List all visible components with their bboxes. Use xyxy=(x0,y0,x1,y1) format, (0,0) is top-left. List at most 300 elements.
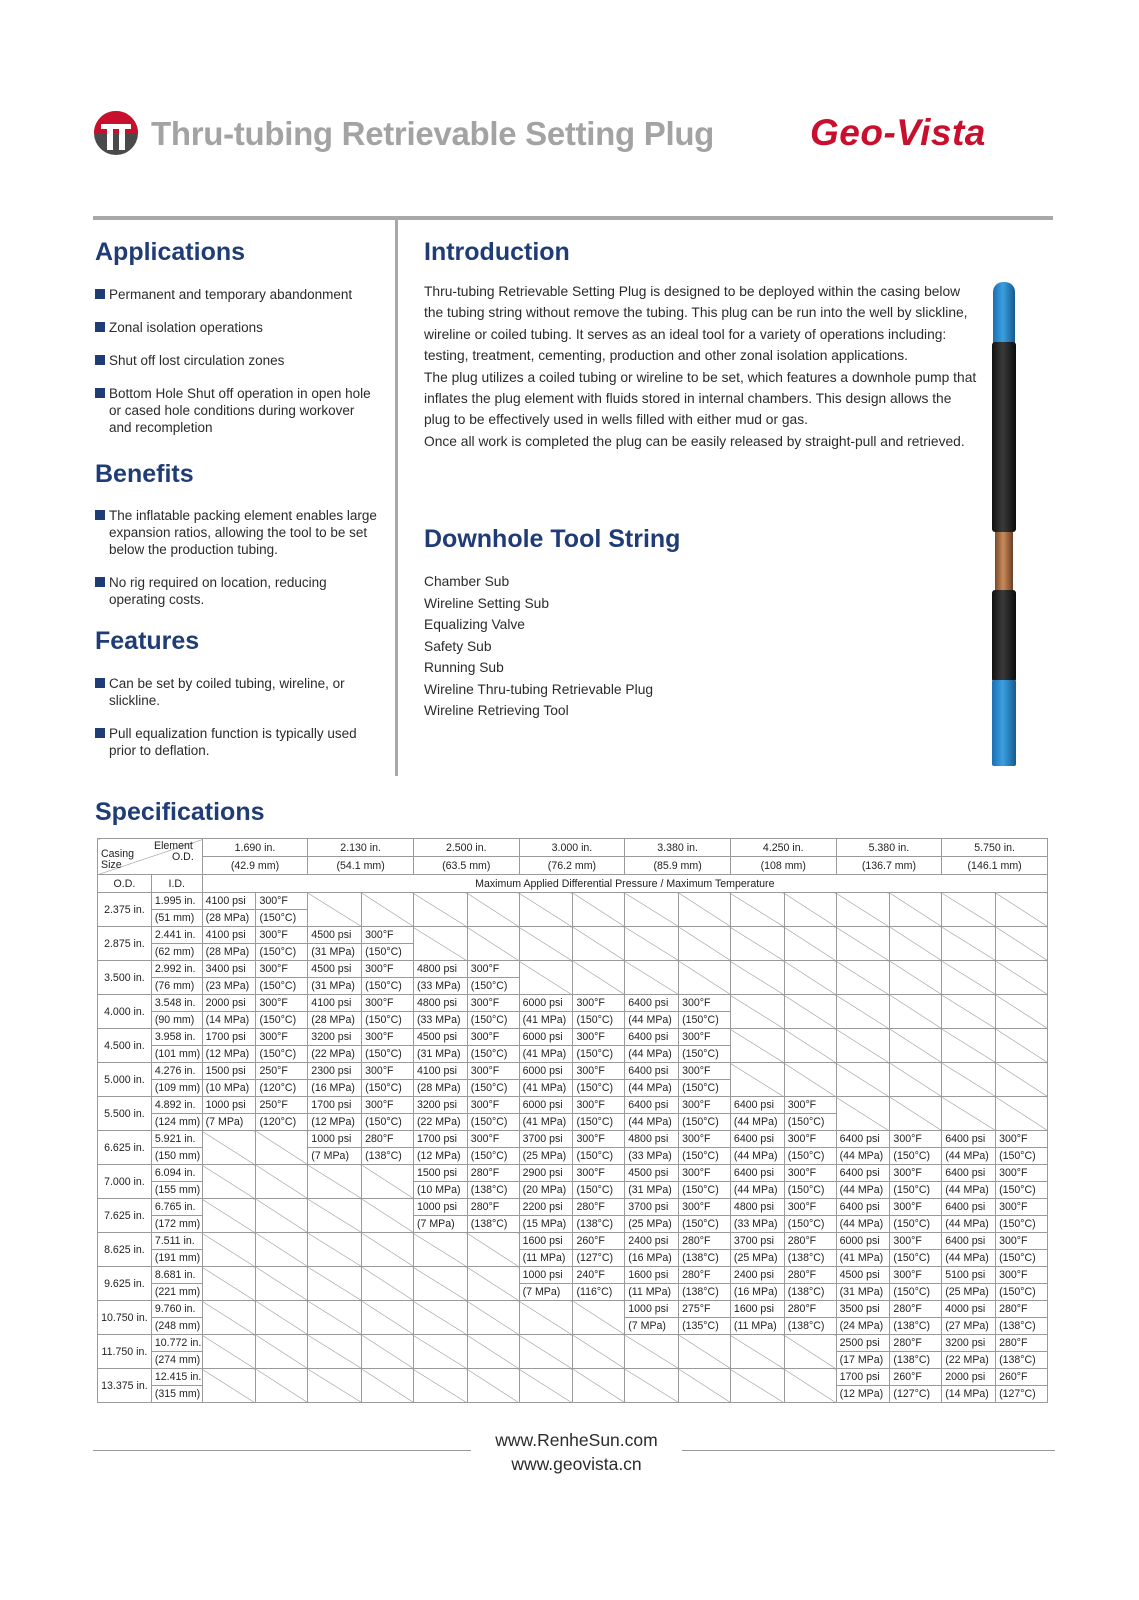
not-applicable-cell xyxy=(625,1335,679,1369)
not-applicable-cell xyxy=(996,893,1048,927)
not-applicable-cell xyxy=(256,1369,308,1403)
table-row xyxy=(98,927,1048,944)
pressure-mpa-cell: (33 MPa) xyxy=(730,1216,784,1233)
casing-od-cell: 7.000 in. xyxy=(98,1165,152,1199)
temperature-cell: 300°F xyxy=(573,1097,625,1114)
temperature-cell: 300°F xyxy=(996,1131,1048,1148)
not-applicable-cell xyxy=(308,1369,362,1403)
table-row xyxy=(98,995,1048,1012)
not-applicable-cell xyxy=(942,893,996,927)
pressure-cell: 6400 psi xyxy=(625,1029,679,1046)
features-heading: Features xyxy=(95,627,200,655)
pressure-mpa-cell: (7 MPa) xyxy=(308,1148,362,1165)
casing-od-cell: 4.500 in. xyxy=(98,1029,152,1063)
pressure-mpa-cell: (7 MPa) xyxy=(519,1284,573,1301)
casing-id-cell: 4.276 in. xyxy=(151,1063,202,1080)
pressure-mpa-cell: (44 MPa) xyxy=(625,1012,679,1029)
table-row xyxy=(98,893,1048,910)
pressure-cell: 1700 psi xyxy=(308,1097,362,1114)
not-applicable-cell xyxy=(890,893,942,927)
pressure-mpa-cell: (44 MPa) xyxy=(836,1182,890,1199)
temperature-cell: 300°F xyxy=(256,995,308,1012)
pressure-mpa-cell: (31 MPa) xyxy=(625,1182,679,1199)
element-size-mm-header: (136.7 mm) xyxy=(836,857,942,875)
not-applicable-cell xyxy=(413,1335,467,1369)
temperature-c-cell: (150°C) xyxy=(573,1080,625,1097)
pressure-cell: 4500 psi xyxy=(836,1267,890,1284)
pressure-cell: 6400 psi xyxy=(625,1063,679,1080)
not-applicable-cell xyxy=(730,995,784,1029)
temperature-c-cell: (150°C) xyxy=(256,1046,308,1063)
temperature-cell: 300°F xyxy=(573,1029,625,1046)
temperature-c-cell: (150°C) xyxy=(679,1080,731,1097)
temperature-c-cell: (150°C) xyxy=(784,1148,836,1165)
pressure-mpa-cell: (12 MPa) xyxy=(413,1148,467,1165)
not-applicable-cell xyxy=(573,1301,625,1335)
casing-id-mm-cell: (109 mm) xyxy=(151,1080,202,1097)
temperature-c-cell: (150°C) xyxy=(679,1114,731,1131)
temperature-cell: 280°F xyxy=(890,1335,942,1352)
casing-od-cell: 11.750 in. xyxy=(98,1335,152,1369)
pressure-cell: 6000 psi xyxy=(519,995,573,1012)
casing-id-mm-cell: (155 mm) xyxy=(151,1182,202,1199)
not-applicable-cell xyxy=(202,1335,256,1369)
not-applicable-cell xyxy=(256,1335,308,1369)
temperature-c-cell: (135°C) xyxy=(679,1318,731,1335)
pressure-cell: 4800 psi xyxy=(730,1199,784,1216)
temperature-c-cell: (150°C) xyxy=(573,1148,625,1165)
corner-od-label: O.D. xyxy=(172,851,194,863)
column-divider xyxy=(395,220,398,776)
not-applicable-cell xyxy=(308,1233,362,1267)
pressure-mpa-cell: (44 MPa) xyxy=(625,1046,679,1063)
casing-od-cell: 9.625 in. xyxy=(98,1267,152,1301)
temperature-c-cell: (150°C) xyxy=(362,978,414,995)
table-row xyxy=(98,1029,1048,1046)
pressure-mpa-cell: (12 MPa) xyxy=(836,1386,890,1403)
temperature-cell: 300°F xyxy=(256,961,308,978)
casing-id-cell: 8.681 in. xyxy=(151,1267,202,1284)
temperature-c-cell: (150°C) xyxy=(362,1012,414,1029)
not-applicable-cell xyxy=(256,1165,308,1199)
not-applicable-cell xyxy=(679,1369,731,1403)
pressure-mpa-cell: (25 MPa) xyxy=(730,1250,784,1267)
list-item: Shut off lost circulation zones xyxy=(95,352,380,369)
pressure-mpa-cell: (44 MPa) xyxy=(836,1148,890,1165)
temperature-c-cell: (127°C) xyxy=(996,1386,1048,1403)
pressure-mpa-cell: (7 MPa) xyxy=(625,1318,679,1335)
pressure-mpa-cell: (44 MPa) xyxy=(730,1114,784,1131)
not-applicable-cell xyxy=(679,927,731,961)
casing-id-cell: 6.765 in. xyxy=(151,1199,202,1216)
pressure-cell: 3500 psi xyxy=(836,1301,890,1318)
pressure-cell: 3200 psi xyxy=(413,1097,467,1114)
table-row xyxy=(98,1131,1048,1148)
pressure-cell: 2900 psi xyxy=(519,1165,573,1182)
list-item: Permanent and temporary abandonment xyxy=(95,286,380,303)
pressure-mpa-cell: (16 MPa) xyxy=(730,1284,784,1301)
not-applicable-cell xyxy=(573,927,625,961)
pressure-mpa-cell: (15 MPa) xyxy=(519,1216,573,1233)
not-applicable-cell xyxy=(625,893,679,927)
temperature-cell: 280°F xyxy=(362,1131,414,1148)
temperature-c-cell: (150°C) xyxy=(467,1080,519,1097)
corner-element-label: Element xyxy=(154,840,193,852)
temperature-cell: 300°F xyxy=(362,1097,414,1114)
pressure-cell: 6400 psi xyxy=(730,1131,784,1148)
not-applicable-cell xyxy=(942,995,996,1029)
not-applicable-cell xyxy=(519,927,573,961)
not-applicable-cell xyxy=(467,893,519,927)
table-row xyxy=(98,961,1048,978)
pressure-mpa-cell: (41 MPa) xyxy=(519,1046,573,1063)
temperature-cell: 260°F xyxy=(996,1369,1048,1386)
temperature-c-cell: (138°C) xyxy=(679,1284,731,1301)
pressure-mpa-cell: (33 MPa) xyxy=(625,1148,679,1165)
casing-id-cell: 6.094 in. xyxy=(151,1165,202,1182)
temperature-c-cell: (116°C) xyxy=(573,1284,625,1301)
temperature-c-cell: (120°C) xyxy=(256,1114,308,1131)
element-size-mm-header: (76.2 mm) xyxy=(519,857,625,875)
not-applicable-cell xyxy=(625,961,679,995)
casing-id-cell: 2.441 in. xyxy=(151,927,202,944)
temperature-cell: 280°F xyxy=(890,1301,942,1318)
temperature-cell: 260°F xyxy=(890,1369,942,1386)
not-applicable-cell xyxy=(730,893,784,927)
casing-id-cell: 9.760 in. xyxy=(151,1301,202,1318)
od-column-header: O.D. xyxy=(98,875,152,893)
not-applicable-cell xyxy=(308,1199,362,1233)
not-applicable-cell xyxy=(890,995,942,1029)
pressure-cell: 4100 psi xyxy=(202,927,256,944)
temperature-c-cell: (150°C) xyxy=(467,978,519,995)
not-applicable-cell xyxy=(256,1301,308,1335)
not-applicable-cell xyxy=(413,1301,467,1335)
element-size-mm-header: (54.1 mm) xyxy=(308,857,414,875)
table-row xyxy=(98,1233,1048,1250)
temperature-c-cell: (150°C) xyxy=(679,1046,731,1063)
introduction-heading: Introduction xyxy=(424,238,570,266)
temperature-cell: 300°F xyxy=(679,1165,731,1182)
pressure-cell: 6400 psi xyxy=(836,1199,890,1216)
temperature-c-cell: (150°C) xyxy=(890,1250,942,1267)
pressure-cell: 3700 psi xyxy=(519,1131,573,1148)
not-applicable-cell xyxy=(413,1267,467,1301)
pressure-cell: 6400 psi xyxy=(942,1131,996,1148)
list-item: Pull equalization function is typically used prior to deflation. xyxy=(95,725,380,759)
square-bullet-icon xyxy=(95,510,105,520)
square-bullet-icon xyxy=(95,289,105,299)
list-item: The inflatable packing element enables large expansion ratios, allowing the tool to be set below the production tubing. xyxy=(95,507,380,558)
temperature-cell: 250°F xyxy=(256,1097,308,1114)
temperature-cell: 280°F xyxy=(679,1267,731,1284)
temperature-cell: 300°F xyxy=(784,1097,836,1114)
pressure-mpa-cell: (28 MPa) xyxy=(308,1012,362,1029)
temperature-c-cell: (150°C) xyxy=(784,1114,836,1131)
list-item: Running Sub xyxy=(424,660,504,675)
pressure-cell: 4000 psi xyxy=(942,1301,996,1318)
pressure-cell: 3700 psi xyxy=(730,1233,784,1250)
list-item: Zonal isolation operations xyxy=(95,319,380,336)
not-applicable-cell xyxy=(413,1369,467,1403)
temperature-c-cell: (150°C) xyxy=(679,1148,731,1165)
not-applicable-cell xyxy=(784,1335,836,1369)
list-item: Safety Sub xyxy=(424,638,492,654)
footer-url[interactable]: www.geovista.cn xyxy=(511,1454,642,1474)
not-applicable-cell xyxy=(573,961,625,995)
pressure-mpa-cell: (22 MPa) xyxy=(413,1114,467,1131)
not-applicable-cell xyxy=(890,1063,942,1097)
pressure-cell: 6400 psi xyxy=(942,1233,996,1250)
temperature-c-cell: (150°C) xyxy=(679,1182,731,1199)
not-applicable-cell xyxy=(890,927,942,961)
temperature-cell: 300°F xyxy=(890,1165,942,1182)
casing-od-cell: 6.625 in. xyxy=(98,1131,152,1165)
temperature-c-cell: (150°C) xyxy=(996,1182,1048,1199)
not-applicable-cell xyxy=(202,1165,256,1199)
brand-logo: Geo-Vista xyxy=(810,112,986,153)
temperature-cell: 300°F xyxy=(679,995,731,1012)
document-title: Thru-tubing Retrievable Setting Plug xyxy=(151,115,715,152)
not-applicable-cell xyxy=(942,927,996,961)
benefits-list xyxy=(95,507,380,624)
pressure-mpa-cell: (10 MPa) xyxy=(202,1080,256,1097)
temperature-cell: 300°F xyxy=(996,1233,1048,1250)
temperature-c-cell: (127°C) xyxy=(573,1250,625,1267)
pressure-cell: 2400 psi xyxy=(730,1267,784,1284)
element-size-header: 5.750 in. xyxy=(942,839,1048,857)
square-bullet-icon xyxy=(95,577,105,587)
temperature-cell: 300°F xyxy=(573,995,625,1012)
temperature-cell: 300°F xyxy=(362,961,414,978)
intro-paragraph: Once all work is completed the plug can be easily released by straight-pull and retrieved. xyxy=(424,433,965,449)
table-header-row-mm xyxy=(98,857,1048,875)
temperature-cell: 300°F xyxy=(256,893,308,910)
not-applicable-cell xyxy=(362,1165,414,1199)
pressure-mpa-cell: (22 MPa) xyxy=(942,1352,996,1369)
pressure-mpa-cell: (28 MPa) xyxy=(202,910,256,927)
pressure-cell: 2300 psi xyxy=(308,1063,362,1080)
element-size-header: 3.380 in. xyxy=(625,839,731,857)
not-applicable-cell xyxy=(467,1301,519,1335)
temperature-cell: 280°F xyxy=(467,1165,519,1182)
pressure-cell: 1600 psi xyxy=(625,1267,679,1284)
temperature-c-cell: (150°C) xyxy=(996,1148,1048,1165)
temperature-cell: 300°F xyxy=(362,927,414,944)
not-applicable-cell xyxy=(519,1335,573,1369)
temperature-cell: 300°F xyxy=(573,1165,625,1182)
temperature-c-cell: (138°C) xyxy=(362,1148,414,1165)
not-applicable-cell xyxy=(996,927,1048,961)
temperature-c-cell: (150°C) xyxy=(573,1012,625,1029)
pressure-cell: 2500 psi xyxy=(836,1335,890,1352)
pressure-mpa-cell: (44 MPa) xyxy=(942,1250,996,1267)
not-applicable-cell xyxy=(202,1267,256,1301)
footer-urls xyxy=(471,1428,682,1476)
tool-string-list xyxy=(424,571,653,722)
not-applicable-cell xyxy=(942,1097,996,1131)
casing-od-cell: 8.625 in. xyxy=(98,1233,152,1267)
temperature-cell: 300°F xyxy=(890,1267,942,1284)
list-item: Wireline Thru-tubing Retrievable Plug xyxy=(424,681,654,697)
temperature-c-cell: (150°C) xyxy=(467,1114,519,1131)
pressure-cell: 6400 psi xyxy=(730,1097,784,1114)
list-item: No rig required on location, reducing operating costs. xyxy=(95,574,380,608)
footer-divider-right xyxy=(682,1450,1055,1451)
temperature-c-cell: (150°C) xyxy=(362,1046,414,1063)
not-applicable-cell xyxy=(996,1097,1048,1131)
pressure-cell: 6400 psi xyxy=(625,1097,679,1114)
casing-od-cell: 10.750 in. xyxy=(98,1301,152,1335)
temperature-cell: 260°F xyxy=(573,1233,625,1250)
pressure-mpa-cell: (17 MPa) xyxy=(836,1352,890,1369)
pressure-mpa-cell: (41 MPa) xyxy=(519,1114,573,1131)
pressure-mpa-cell: (25 MPa) xyxy=(519,1148,573,1165)
pressure-cell: 6000 psi xyxy=(836,1233,890,1250)
pressure-cell: 6400 psi xyxy=(730,1165,784,1182)
pressure-mpa-cell: (20 MPa) xyxy=(519,1182,573,1199)
not-applicable-cell xyxy=(890,961,942,995)
element-size-header: 2.500 in. xyxy=(413,839,519,857)
pressure-cell: 4500 psi xyxy=(625,1165,679,1182)
applications-heading: Applications xyxy=(95,238,246,266)
not-applicable-cell xyxy=(202,1301,256,1335)
pressure-cell: 6000 psi xyxy=(519,1097,573,1114)
element-size-mm-header: (108 mm) xyxy=(730,857,836,875)
pressure-cell: 3400 psi xyxy=(202,961,256,978)
not-applicable-cell xyxy=(413,1233,467,1267)
not-applicable-cell xyxy=(519,1369,573,1403)
pressure-mpa-cell: (14 MPa) xyxy=(942,1386,996,1403)
not-applicable-cell xyxy=(836,893,890,927)
casing-id-cell: 10.772 in. xyxy=(151,1335,202,1352)
casing-id-cell: 4.892 in. xyxy=(151,1097,202,1114)
not-applicable-cell xyxy=(362,1267,414,1301)
square-bullet-icon xyxy=(95,388,105,398)
pressure-cell: 1600 psi xyxy=(519,1233,573,1250)
table-row xyxy=(98,1369,1048,1386)
pressure-mpa-cell: (11 MPa) xyxy=(730,1318,784,1335)
temperature-cell: 300°F xyxy=(679,1131,731,1148)
not-applicable-cell xyxy=(836,1063,890,1097)
not-applicable-cell xyxy=(679,1335,731,1369)
intro-paragraph: The plug utilizes a coiled tubing or wireline to be set, which features a downhole pump that inflates the plug element with fluids stored in internal chambers. This design allows the plug to be effectively used in wells filled with either mud or gas. xyxy=(424,369,977,428)
not-applicable-cell xyxy=(784,893,836,927)
temperature-cell: 300°F xyxy=(467,995,519,1012)
temperature-cell: 300°F xyxy=(467,961,519,978)
temperature-c-cell: (138°C) xyxy=(996,1318,1048,1335)
temperature-c-cell: (138°C) xyxy=(890,1352,942,1369)
temperature-c-cell: (138°C) xyxy=(996,1352,1048,1369)
element-size-mm-header: (85.9 mm) xyxy=(625,857,731,875)
not-applicable-cell xyxy=(202,1199,256,1233)
pressure-mpa-cell: (25 MPa) xyxy=(625,1216,679,1233)
table-row xyxy=(98,1199,1048,1216)
not-applicable-cell xyxy=(256,1267,308,1301)
pressure-mpa-cell: (16 MPa) xyxy=(308,1080,362,1097)
casing-id-mm-cell: (101 mm) xyxy=(151,1046,202,1063)
temperature-c-cell: (138°C) xyxy=(784,1318,836,1335)
temperature-c-cell: (150°C) xyxy=(467,1012,519,1029)
not-applicable-cell xyxy=(836,1029,890,1063)
not-applicable-cell xyxy=(784,927,836,961)
pressure-cell: 6400 psi xyxy=(836,1131,890,1148)
pressure-cell: 2400 psi xyxy=(625,1233,679,1250)
not-applicable-cell xyxy=(784,1063,836,1097)
pressure-mpa-cell: (44 MPa) xyxy=(730,1148,784,1165)
temperature-cell: 280°F xyxy=(679,1233,731,1250)
pressure-cell: 2000 psi xyxy=(942,1369,996,1386)
company-logo-icon xyxy=(93,110,139,156)
pressure-mpa-cell: (28 MPa) xyxy=(413,1080,467,1097)
not-applicable-cell xyxy=(730,927,784,961)
not-applicable-cell xyxy=(730,1029,784,1063)
casing-od-cell: 7.625 in. xyxy=(98,1199,152,1233)
square-bullet-icon xyxy=(95,678,105,688)
pressure-cell: 6400 psi xyxy=(625,995,679,1012)
not-applicable-cell xyxy=(256,1131,308,1165)
casing-id-mm-cell: (62 mm) xyxy=(151,944,202,961)
temperature-cell: 275°F xyxy=(679,1301,731,1318)
pressure-mpa-cell: (33 MPa) xyxy=(413,978,467,995)
not-applicable-cell xyxy=(836,1097,890,1131)
pressure-mpa-cell: (33 MPa) xyxy=(413,1012,467,1029)
temperature-c-cell: (150°C) xyxy=(467,1046,519,1063)
temperature-cell: 300°F xyxy=(996,1165,1048,1182)
temperature-cell: 300°F xyxy=(573,1063,625,1080)
casing-od-cell: 4.000 in. xyxy=(98,995,152,1029)
pressure-mpa-cell: (44 MPa) xyxy=(730,1182,784,1199)
pressure-cell: 1700 psi xyxy=(836,1369,890,1386)
pressure-cell: 1700 psi xyxy=(413,1131,467,1148)
not-applicable-cell xyxy=(467,1335,519,1369)
not-applicable-cell xyxy=(362,1301,414,1335)
pressure-cell: 1000 psi xyxy=(413,1199,467,1216)
temperature-c-cell: (138°C) xyxy=(679,1250,731,1267)
applications-list xyxy=(95,286,380,452)
temperature-c-cell: (150°C) xyxy=(996,1284,1048,1301)
casing-id-cell: 2.992 in. xyxy=(151,961,202,978)
not-applicable-cell xyxy=(202,1233,256,1267)
not-applicable-cell xyxy=(836,961,890,995)
not-applicable-cell xyxy=(784,995,836,1029)
temperature-c-cell: (138°C) xyxy=(784,1284,836,1301)
casing-id-mm-cell: (248 mm) xyxy=(151,1318,202,1335)
temperature-cell: 300°F xyxy=(679,1199,731,1216)
temperature-cell: 300°F xyxy=(467,1063,519,1080)
not-applicable-cell xyxy=(890,1029,942,1063)
list-item: Bottom Hole Shut off operation in open hole or cased hole conditions during workover and recompletion xyxy=(95,385,380,436)
temperature-c-cell: (150°C) xyxy=(573,1046,625,1063)
not-applicable-cell xyxy=(573,893,625,927)
pressure-mpa-cell: (44 MPa) xyxy=(942,1148,996,1165)
not-applicable-cell xyxy=(573,1335,625,1369)
corner-size-label: Size xyxy=(101,859,122,871)
temperature-cell: 300°F xyxy=(362,995,414,1012)
not-applicable-cell xyxy=(679,893,731,927)
pressure-mpa-cell: (10 MPa) xyxy=(413,1182,467,1199)
not-applicable-cell xyxy=(202,1131,256,1165)
temperature-c-cell: (150°C) xyxy=(362,1080,414,1097)
pressure-mpa-cell: (11 MPa) xyxy=(519,1250,573,1267)
not-applicable-cell xyxy=(730,1335,784,1369)
temperature-cell: 300°F xyxy=(467,1029,519,1046)
not-applicable-cell xyxy=(942,961,996,995)
temperature-cell: 280°F xyxy=(996,1335,1048,1352)
footer-url[interactable]: www.RenheSun.com xyxy=(495,1430,658,1450)
not-applicable-cell xyxy=(573,1369,625,1403)
pressure-mpa-cell: (44 MPa) xyxy=(625,1080,679,1097)
